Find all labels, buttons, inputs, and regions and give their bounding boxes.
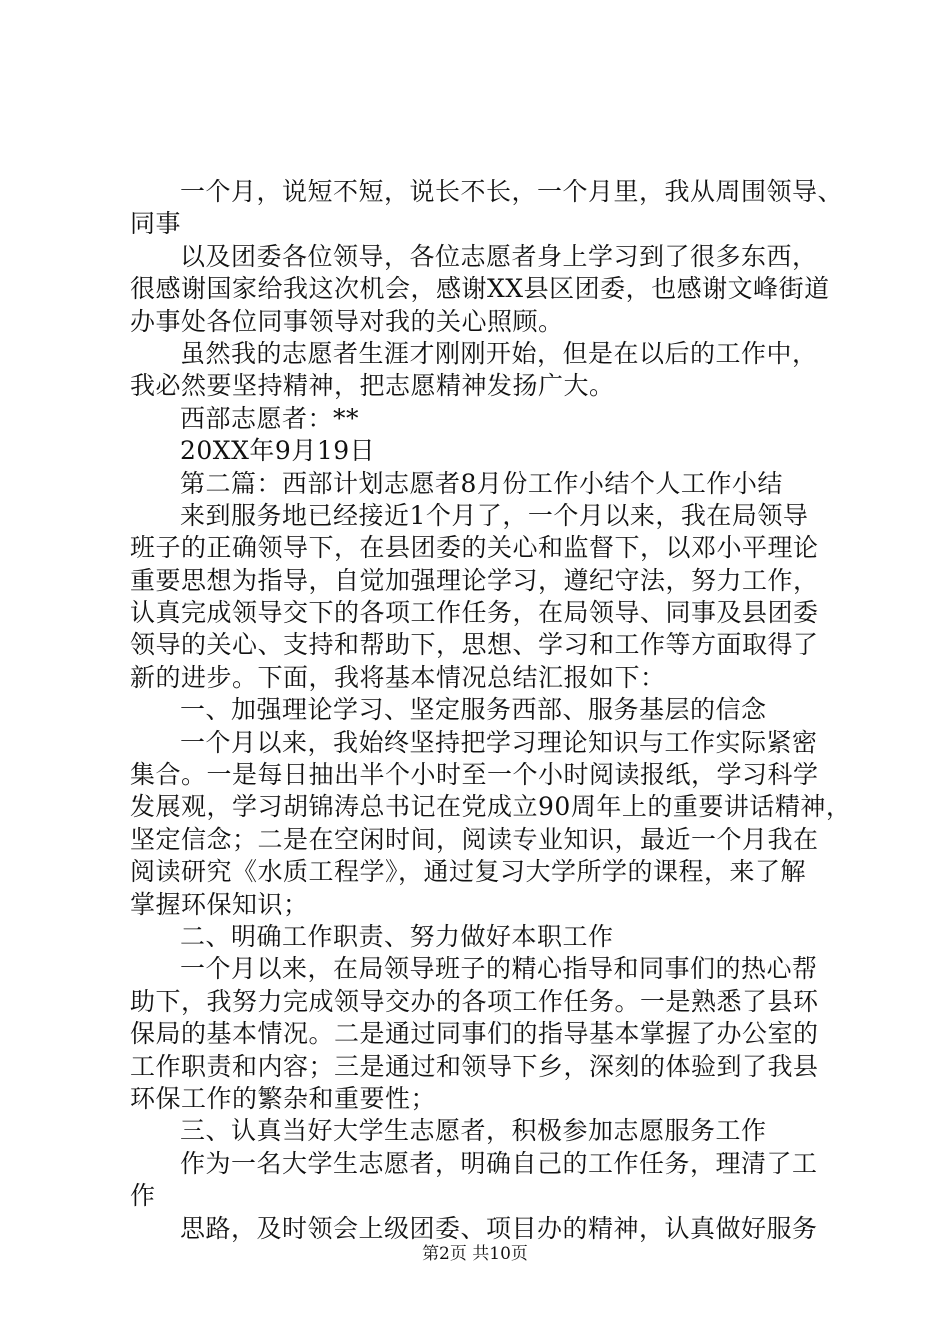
text-line: 很感谢国家给我这次机会，感谢XX县区团委，也感谢文峰街道	[130, 274, 830, 304]
text-line: 同事	[130, 209, 182, 239]
text-line: 虽然我的志愿者生涯才刚刚开始，但是在以后的工作中，	[180, 338, 818, 368]
text-line: 阅读研究《水质工程学》，通过复习大学所学的课程，来了解	[130, 857, 807, 887]
document-body	[130, 176, 850, 1245]
text-line: 工作职责和内容；三是通过和领导下乡，深刻的体验到了我县	[130, 1051, 819, 1081]
text-line: 保局的基本情况。二是通过同事们的指导基本掌握了办公室的	[130, 1019, 819, 1049]
text-line: 坚定信念；二是在空闲时间，阅读专业知识，最近一个月我在	[130, 824, 819, 854]
text-line: 助下，我努力完成领导交办的各项工作任务。一是熟悉了县环	[130, 986, 819, 1016]
text-line: 一、加强理论学习、坚定服务西部、服务基层的信念	[180, 695, 767, 725]
text-line: 作为一名大学生志愿者，明确自己的工作任务，理清了工	[180, 1148, 818, 1178]
text-line: 以及团委各位领导，各位志愿者身上学习到了很多东西，	[180, 241, 818, 271]
text-line: 二、明确工作职责、努力做好本职工作	[180, 921, 614, 951]
text-line: 办事处各位同事领导对我的关心照顾。	[130, 306, 564, 336]
text-line: 掌握环保知识；	[130, 889, 309, 919]
page-footer: 第2页 共10页	[422, 1244, 528, 1264]
text-line: 作	[130, 1181, 156, 1211]
text-line: 新的进步。下面，我将基本情况总结汇报如下：	[130, 662, 666, 692]
text-line: 我必然要坚持精神，把志愿精神发扬广大。	[130, 371, 615, 401]
text-line: 领导的关心、支持和帮助下，思想、学习和工作等方面取得了	[130, 630, 819, 660]
text-line: 一个月，说短不短，说长不长，一个月里，我从周围领导、	[180, 177, 844, 206]
text-line: 发展观，学习胡锦涛总书记在党成立90周年上的重要讲话精神，	[130, 792, 852, 822]
text-line: 20XX年9月19日	[180, 436, 376, 466]
text-line: 来到服务地已经接近1个月了，一个月以来，我在局领导	[180, 500, 809, 530]
text-line: 重要思想为指导，自觉加强理论学习，遵纪守法，努力工作，	[130, 565, 819, 595]
text-line: 认真完成领导交下的各项工作任务，在局领导、同事及县团委	[130, 598, 819, 628]
text-line: 一个月以来，我始终坚持把学习理论知识与工作实际紧密	[180, 727, 818, 757]
text-line: 三、认真当好大学生志愿者，积极参加志愿服务工作	[180, 1116, 767, 1146]
text-line: 集合。一是每日抽出半个小时至一个小时阅读报纸，学习科学	[130, 760, 819, 790]
text-line: 第二篇：西部计划志愿者8月份工作小结个人工作小结	[180, 468, 783, 498]
text-line: 班子的正确领导下，在县团委的关心和监督下，以邓小平理论	[130, 533, 819, 563]
text-line: 西部志愿者：**	[180, 403, 360, 433]
text-line: 环保工作的繁杂和重要性；	[130, 1083, 437, 1113]
text-line: 思路，及时领会上级团委、项目办的精神，认真做好服务	[180, 1213, 818, 1243]
text-line: 一个月以来，在局领导班子的精心指导和同事们的热心帮	[180, 954, 818, 984]
